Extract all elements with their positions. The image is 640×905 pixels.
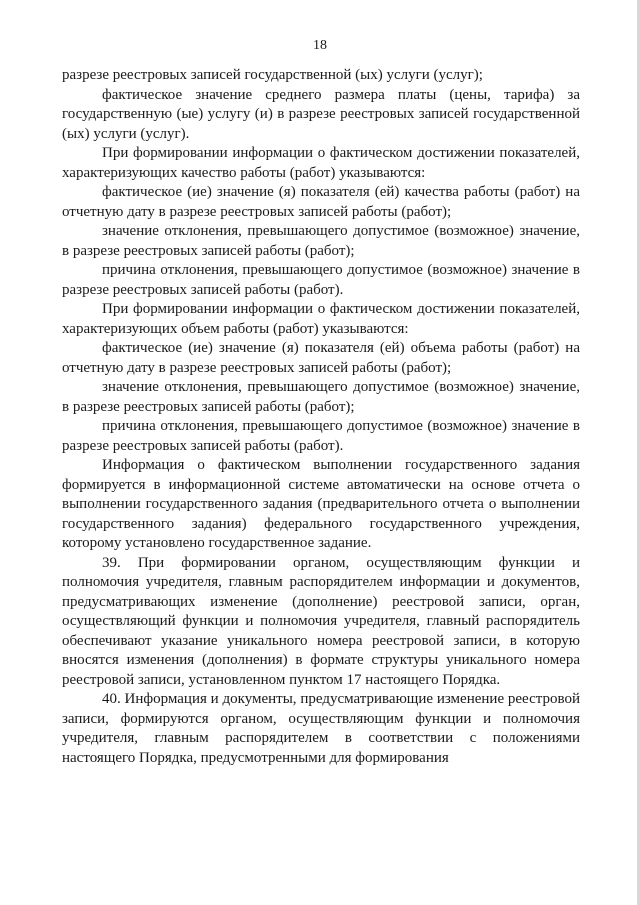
paragraph-13: 40. Информация и документы, предусматривающие изменение реестровой записи, формируются органом, осуществляющим функции и полномочия учредителя, главным распорядителем в соответствии с положениями настоящего Порядка, предусмотренными для формирования (62, 691, 580, 766)
document-body (62, 66, 580, 768)
page-number: 18 (313, 38, 327, 53)
paragraph-8: фактическое (ие) значение (я) показателя (ей) объема работы (работ) на отчетную дату в разрезе реестровых записей работы (работ); (62, 340, 580, 376)
paragraph-6: причина отклонения, превышающего допустимое (возможное) значение в разрезе реестровых записей работы (работ). (62, 262, 580, 298)
paragraph-9: значение отклонения, превышающего допустимое (возможное) значение, в разрезе реестровых записей работы (работ); (62, 379, 580, 415)
paragraph-4: фактическое (ие) значение (я) показателя (ей) качества работы (работ) на отчетную дату в разрезе реестровых записей работы (работ); (62, 184, 580, 220)
paragraph-7: При формировании информации о фактическом достижении показателей, характеризующих объем работы (работ) указываются: (62, 301, 580, 337)
paragraph-2: фактическое значение среднего размера платы (цены, тарифа) за государственную (ые) услугу (и) в разрезе реестровых записей государственной (ых) услуги (услуг). (62, 86, 580, 142)
paragraph-5: значение отклонения, превышающего допустимое (возможное) значение, в разрезе реестровых записей работы (работ); (62, 223, 580, 259)
paragraph-10: причина отклонения, превышающего допустимое (возможное) значение в разрезе реестровых записей работы (работ). (62, 418, 580, 454)
paragraph-11: Информация о фактическом выполнении государственного задания формируется в информационной системе автоматически на основе отчета о выполнении государственного задания (предварительного отчета о выполнении государственного задания) федерального государственного учреждения, которому установлено государственное задание. (62, 457, 580, 551)
paragraph-1: разрезе реестровых записей государственной (ых) услуги (услуг); (62, 67, 483, 83)
paragraph-3: При формировании информации о фактическом достижении показателей, характеризующих качество работы (работ) указываются: (62, 145, 580, 181)
paragraph-12: 39. При формировании органом, осуществляющим функции и полномочия учредителя, главным распорядителем информации и документов, предусматривающих изменение (дополнение) реестровой записи, орган, осуществляющий функции и полномочия учредителя, главный распорядитель обеспечивают указание уникального номера реестровой записи, в которую вносятся изменения (дополнения) в формате структуры уникального номера реестровой записи, установленном пунктом 17 настоящего Порядка. (62, 554, 580, 688)
